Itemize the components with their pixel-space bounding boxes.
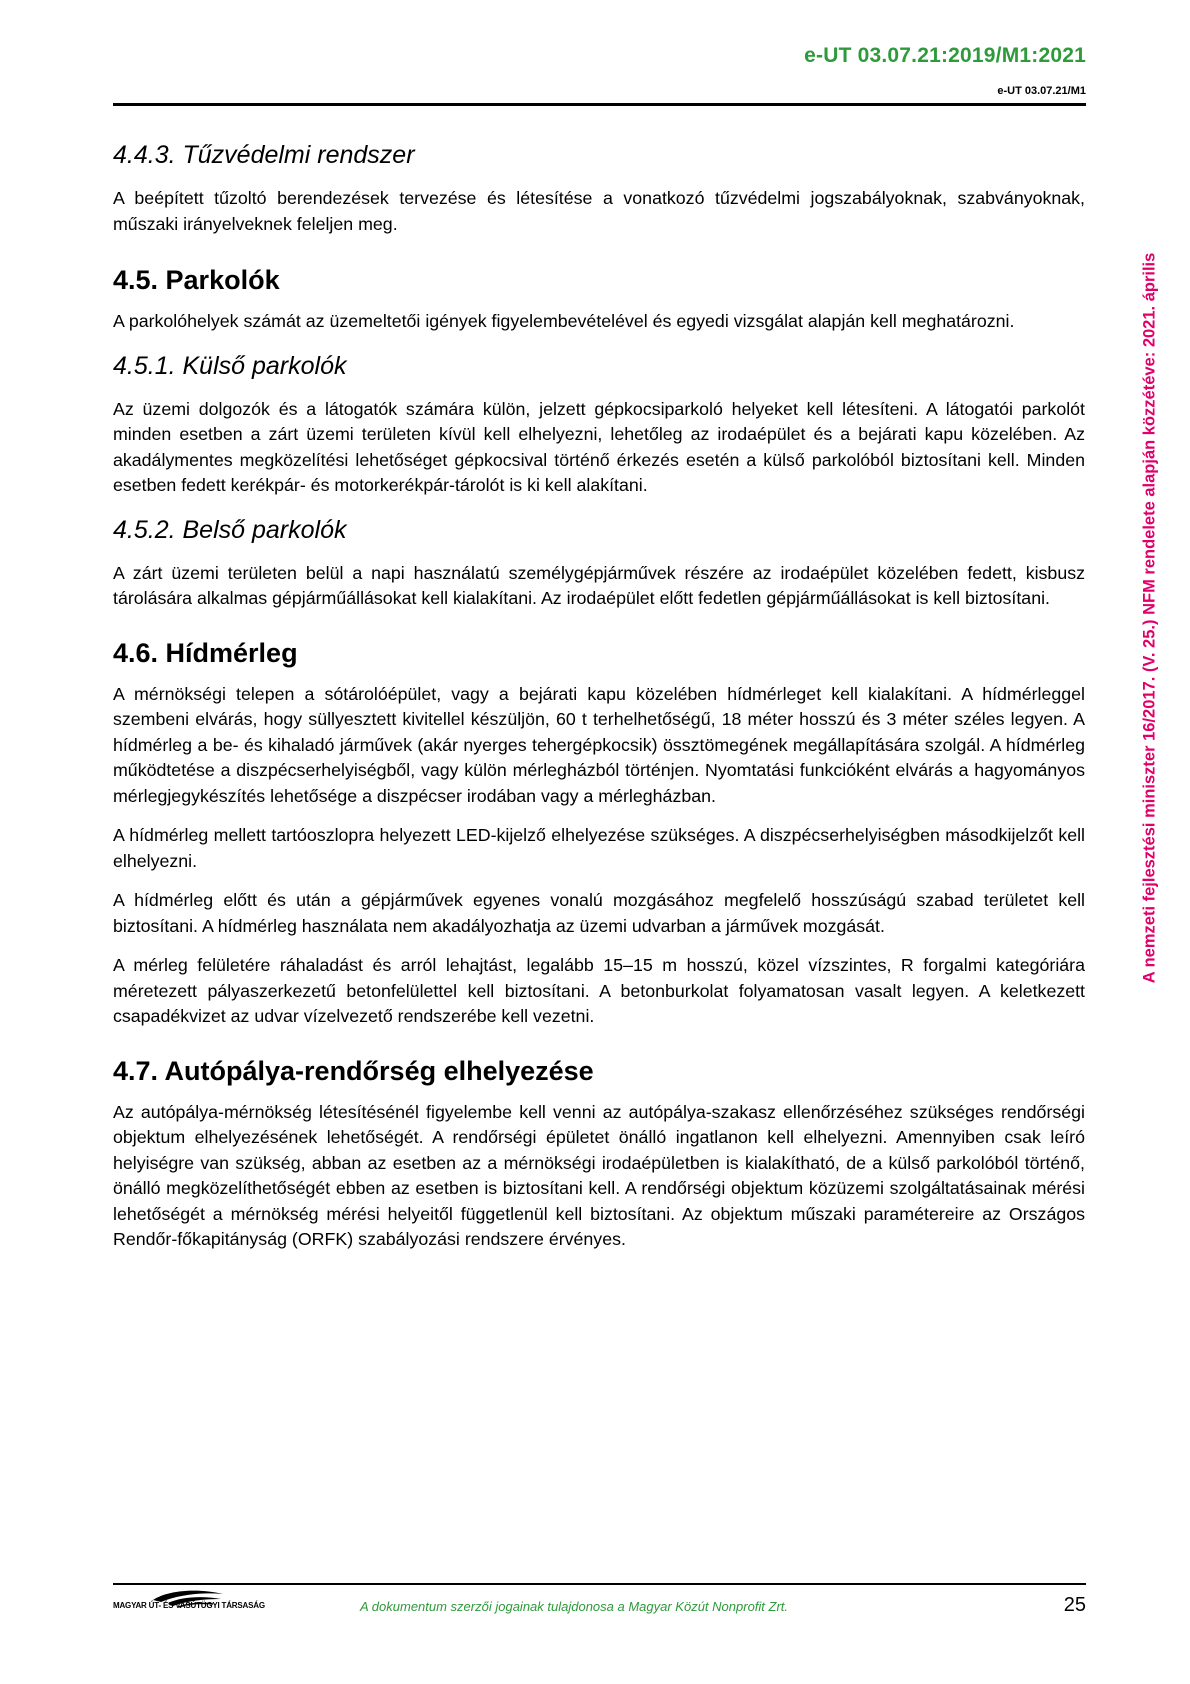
paragraph: A hídmérleg előtt és után a gépjárművek egyenes vonalú mozgásához megfelelő hosszúságú szabad területet kell biztosítani. A hídmérleg használata nem akadályozhatja az üzemi udvarban a járművek mozgását. xyxy=(113,890,1085,936)
paragraph: Az autópálya-mérnökség létesítésénél figyelembe kell venni az autópálya-szakasz ellenőrzéséhez szükséges rendőrségi objektum elhelyezésének lehetőségét. A rendőrségi épületet önálló ingatlanon kell elhelyezni. Amennyiben csak leíró helyiségre van szükség, abban az esetben az a mérnökségi irodaépületben is kialakítható, de a külső parkolóból történő, önálló megközelíthetőségét ebben az esetben is biztosítani kell. A rendőrségi objektum közüzemi szolgáltatásainak mérési lehetőségét a mérnökség mérési helyeitől függetlenül kell biztosítani. Az objektum műszaki paramétereire az Országos Rendőr-főkapitányság (ORFK) szabályozási rendszere érvényes. xyxy=(113,1101,1085,1249)
heading-4-7: 4.7. Autópálya-rendőrség elhelyezése xyxy=(113,1055,594,1086)
swoosh-logo-icon xyxy=(113,1588,273,1632)
heading-4-6: 4.6. Hídmérleg xyxy=(113,637,298,668)
footer-logo-text: MAGYAR ÚT- ÉS VASÚTÜGYI TÁRSASÁG xyxy=(113,1601,265,1610)
paragraph: A parkolóhelyek számát az üzemeltetői igények figyelembevételével és egyedi vizsgálat alapján kell meghatározni. xyxy=(113,311,1015,331)
page-content xyxy=(113,138,1085,1267)
header-divider xyxy=(113,103,1086,106)
paragraph: A beépített tűzoltó berendezések tervezése és létesítése a vonatkozó tűzvédelmi jogszabályoknak, szabványoknak, műszaki irányelveknek feleljen meg. xyxy=(113,188,1085,234)
paragraph: A zárt üzemi területen belül a napi használatú személygépjárművek részére az irodaépület közelében fedett, kisbusz tárolására alkalmas gépjárműállásokat kell kialakítani. Az irodaépület előtt fedetlen gépjárműállásokat is kell biztosítani. xyxy=(113,562,1085,608)
paragraph: A hídmérleg mellett tartóoszlopra helyezett LED-kijelző elhelyezése szükséges. A diszpécserhelyiségben másodkijelzőt kell elhelyezni. xyxy=(113,825,1085,871)
footer-divider xyxy=(113,1583,1086,1585)
footer-copyright: A dokumentum szerzői jogainak tulajdonosa a Magyar Közút Nonprofit Zrt. xyxy=(360,1599,789,1614)
heading-4-5: 4.5. Parkolók xyxy=(113,265,280,295)
page-number: 25 xyxy=(1063,1594,1086,1616)
side-publication-note: A nemzeti fejlesztési miniszter 16/2017. (V. 25.) NFM rendelete alapján közzétéve: 2021. április xyxy=(1140,252,1159,984)
paragraph: A mérnökségi telepen a sótárolóépület, vagy a bejárati kapu közelében hídmérleget kell kialakítani. A hídmérleggel szembeni elvárás, hogy süllyesztett kivitellel készüljön, 60 t terhelhetőségű, 18 méter hosszú és 3 méter széles legyen. A hídmérleg a be- és kihaladó járművek (akár nyerges tehergépkocsik) össztömegének megállapítására szolgál. A hídmérleg működtetése a diszpécserhelyiségből, vagy külön mérlegházból történjen. Nyomtatási funkcióként elvárás a hagyományos mérlegjegykészítés lehetősége a diszpécser irodában vagy a mérlegházban. xyxy=(113,683,1085,806)
document-code: e-UT 03.07.21:2019/M1:2021 xyxy=(804,44,1086,67)
document-subcode: e-UT 03.07.21/M1 xyxy=(997,85,1086,97)
paragraph: Az üzemi dolgozók és a látogatók számára külön, jelzett gépkocsiparkoló helyeket kell létesíteni. A látogatói parkolót minden esetben a zárt üzemi területen kívül kell elhelyezni, lehetőleg az irodaépület és a bejárati kapu közelében. Az akadálymentes megközelítési lehetőséget gépkocsival történő érkezés esetén a külső parkolóból biztosítani kell. Minden esetben fedett kerékpár- és motorkerékpár-tárolót is ki kell alakítani. xyxy=(113,398,1085,495)
heading-4-5-2: 4.5.2. Belső parkolók xyxy=(113,515,347,544)
heading-4-5-1: 4.5.1. Külső parkolók xyxy=(113,351,347,380)
paragraph: A mérleg felületére ráhaladást és arról lehajtást, legalább 15–15 m hosszú, közel vízszintes, R forgalmi kategóriára méretezett pályaszerkezetű betonfelülettel kell biztosítani. A betonburkolat folyamatosan vasalt legyen. A keletkezett csapadékvizet az udvar vízelvezető rendszerébe kell vezetni. xyxy=(113,955,1085,1026)
heading-4-4-3: 4.4.3. Tűzvédelmi rendszer xyxy=(113,141,415,169)
